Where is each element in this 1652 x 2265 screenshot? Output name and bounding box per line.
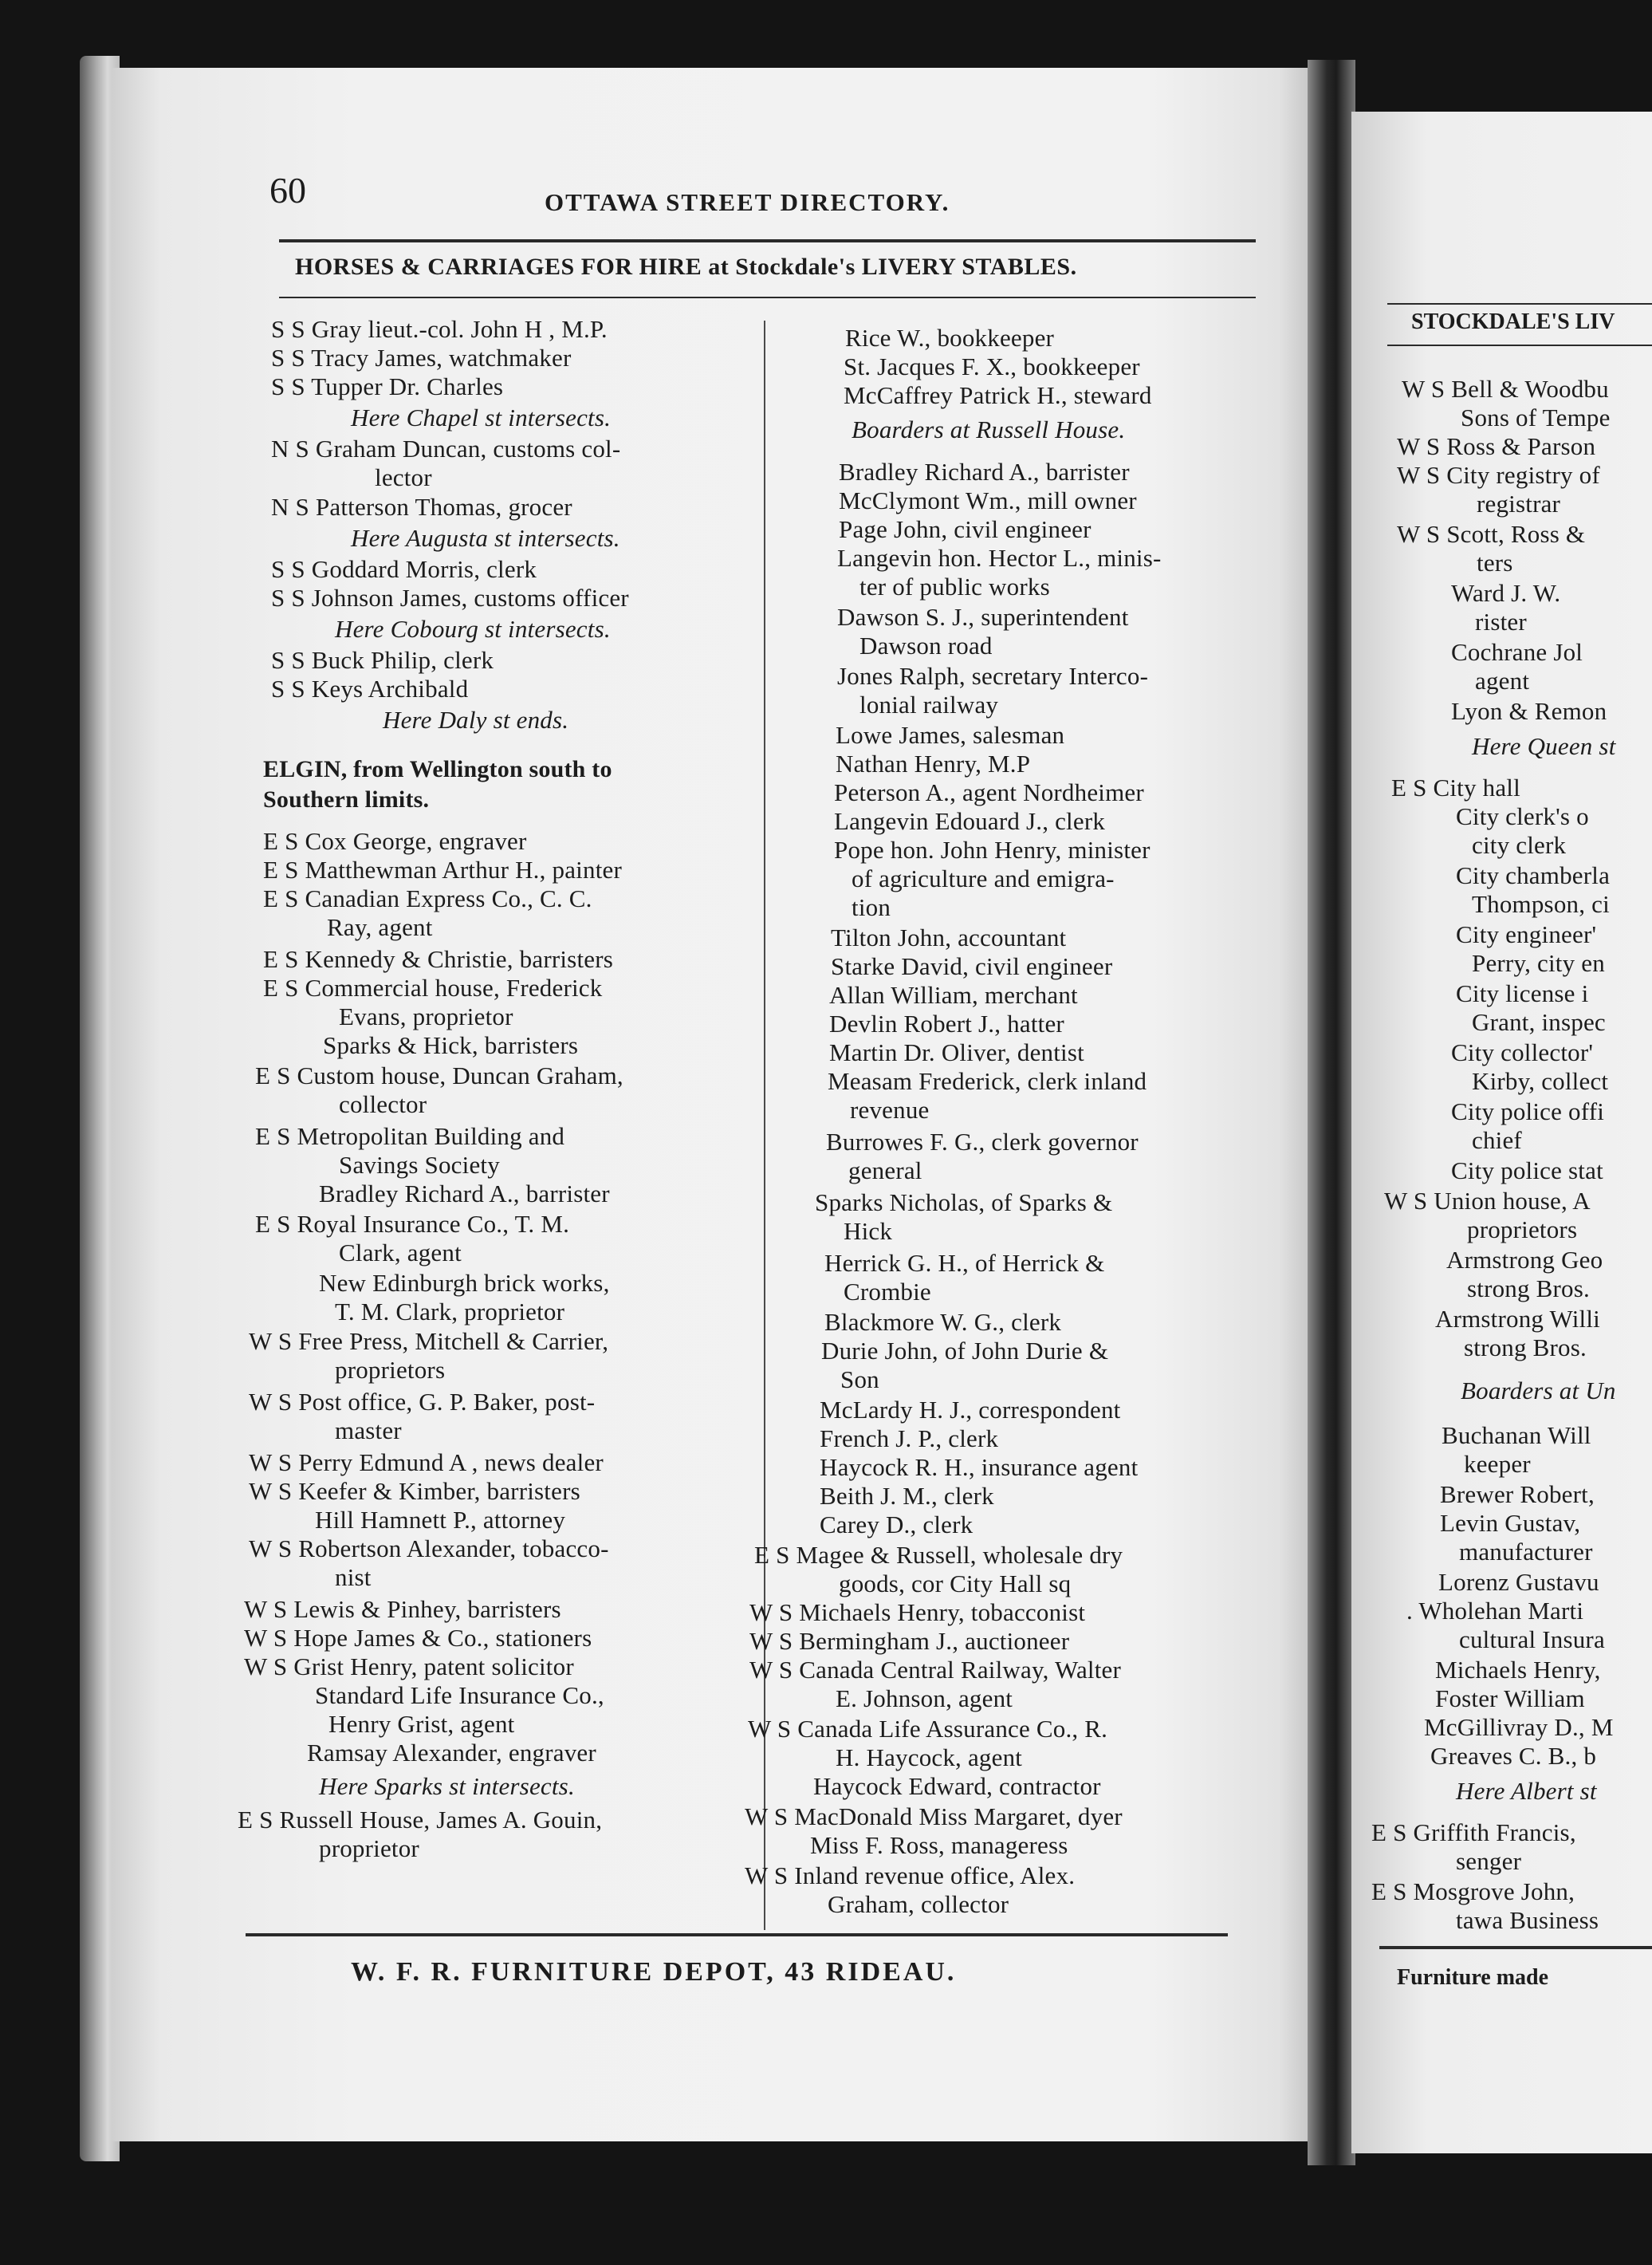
entry: New Edinburgh brick works, [319, 1269, 610, 1297]
entry-continuation: Dawson road [859, 632, 993, 660]
entry: S S Tupper Dr. Charles [271, 372, 504, 400]
running-head: OTTAWA STREET DIRECTORY. [545, 188, 950, 216]
entry: E S Custom house, Duncan Graham, [255, 1062, 623, 1089]
entry: Blackmore W. G., clerk [824, 1308, 1062, 1336]
entry: Starke David, civil engineer [831, 952, 1113, 980]
entry: Langevin Edouard J., clerk [834, 807, 1106, 835]
entry: City police stat [1451, 1156, 1603, 1184]
entry: W S Inland revenue office, Alex. [745, 1861, 1076, 1889]
street-heading: Southern limits. [263, 786, 430, 813]
intersection-note: Here Daly st ends. [383, 706, 569, 734]
entry: City clerk's o [1456, 802, 1589, 830]
intersection-note: Here Albert st [1456, 1777, 1597, 1805]
entry: W S Grist Henry, patent solicitor [244, 1652, 574, 1680]
right-footer-rule [1379, 1946, 1652, 1949]
entry: Miss F. Ross, manageress [810, 1831, 1068, 1859]
entry: Armstrong Geo [1446, 1246, 1603, 1274]
entry-continuation: Savings Society [339, 1151, 500, 1179]
entry: Haycock Edward, contractor [813, 1772, 1101, 1800]
entry: St. Jacques F. X., bookkeeper [844, 353, 1140, 380]
book-gutter [1308, 60, 1355, 2165]
entry-continuation: manufacturer [1459, 1538, 1593, 1566]
boarders-heading: Boarders at Un [1461, 1377, 1616, 1404]
entry: S S Buck Philip, clerk [271, 646, 494, 674]
entry: E S Griffith Francis, [1371, 1818, 1576, 1846]
entry: E S Commercial house, Frederick [263, 974, 603, 1002]
entry: W S Michaels Henry, tobacconist [749, 1598, 1086, 1626]
entry: Foster William [1435, 1684, 1585, 1712]
entry: W S Robertson Alexander, tobacco- [249, 1534, 609, 1562]
entry-continuation: Crombie [844, 1278, 931, 1306]
entry-continuation: Hick [844, 1217, 893, 1245]
entry: Measam Frederick, clerk inland [828, 1067, 1147, 1095]
entry: Sparks & Hick, barristers [323, 1031, 579, 1059]
entry-continuation: registrar [1477, 490, 1561, 518]
entry-continuation: H. Haycock, agent [836, 1743, 1023, 1771]
entry-continuation: revenue [850, 1096, 930, 1124]
entry: McClymont Wm., mill owner [839, 486, 1137, 514]
entry: W S Keefer & Kimber, barristers [249, 1477, 580, 1505]
entry-continuation: proprietors [1467, 1215, 1578, 1243]
entry: E S Metropolitan Building and [255, 1122, 565, 1150]
page-number: 60 [269, 170, 306, 211]
column-divider [764, 321, 765, 1930]
entry: S S Gray lieut.-col. John H , M.P. [271, 315, 608, 343]
entry-continuation: Henry Grist, agent [328, 1710, 515, 1738]
entry: Bradley Richard A., barrister [319, 1180, 610, 1207]
entry-continuation: collector [339, 1090, 427, 1118]
entry: E S Matthewman Arthur H., painter [263, 856, 622, 884]
entry-continuation: strong Bros. [1464, 1333, 1587, 1361]
entry-continuation: Grant, inspec [1472, 1008, 1606, 1036]
entry: Lowe James, salesman [836, 721, 1065, 749]
entry: E S Cox George, engraver [263, 827, 527, 855]
footer-rule [246, 1933, 1228, 1936]
entry: Cochrane Jol [1451, 638, 1583, 666]
footer-advertisement: W. F. R. FURNITURE DEPOT, 43 RIDEAU. [351, 1957, 957, 1987]
entry: W S Canada Life Assurance Co., R. [748, 1715, 1108, 1743]
entry-continuation: rister [1475, 608, 1527, 636]
entry: Standard Life Insurance Co., [315, 1681, 604, 1709]
entry: W S Post office, G. P. Baker, post- [249, 1388, 596, 1416]
entry-continuation: Graham, collector [828, 1890, 1009, 1918]
entry: W S Lewis & Pinhey, barristers [244, 1595, 561, 1623]
entry-continuation: of agriculture and emigra- [852, 865, 1115, 892]
entry: Herrick G. H., of Herrick & [824, 1249, 1105, 1277]
entry: City chamberla [1456, 861, 1611, 889]
entry: E S Magee & Russell, wholesale dry [754, 1541, 1123, 1569]
entry: Levin Gustav, [1440, 1509, 1581, 1537]
entry: S S Keys Archibald [271, 675, 469, 703]
intersection-note: Here Augusta st intersects. [351, 524, 620, 552]
entry: Greaves C. B., b [1430, 1742, 1597, 1770]
entry: Devlin Robert J., hatter [829, 1010, 1064, 1038]
entry: Peterson A., agent Nordheimer [834, 778, 1144, 806]
entry-continuation: agent [1475, 667, 1530, 695]
entry: Sparks Nicholas, of Sparks & [815, 1188, 1113, 1216]
entry-continuation: cultural Insura [1459, 1625, 1605, 1653]
intersection-note: Here Cobourg st intersects. [335, 615, 611, 643]
entry: Michaels Henry, [1435, 1656, 1601, 1684]
entry: E S Mosgrove John, [1371, 1877, 1575, 1905]
entry-continuation: lector [375, 463, 432, 491]
header-rule [279, 239, 1256, 242]
entry-continuation: city clerk [1472, 831, 1567, 859]
boarders-heading: Boarders at Russell House. [852, 416, 1126, 443]
entry: W S MacDonald Miss Margaret, dyer [745, 1802, 1123, 1830]
entry: W S Free Press, Mitchell & Carrier, [249, 1327, 609, 1355]
advertising-banner: HORSES & CARRIAGES FOR HIRE at Stockdale's LIVERY STABLES. [295, 254, 1077, 280]
entry: City collector' [1451, 1038, 1594, 1066]
entry: W S Ross & Parson [1397, 432, 1596, 460]
entry: City police offi [1451, 1097, 1605, 1125]
entry: Nathan Henry, M.P [836, 750, 1031, 778]
entry: W S Canada Central Railway, Walter [749, 1656, 1122, 1684]
entry: City engineer' [1456, 920, 1597, 948]
entry-continuation: tion [852, 893, 891, 921]
intersection-note: Here Chapel st intersects. [351, 404, 612, 431]
right-banner-rule [1387, 345, 1652, 346]
entry: E S Kennedy & Christie, barristers [263, 945, 613, 973]
intersection-note: Here Queen st [1472, 732, 1616, 760]
entry: Rice W., bookkeeper [845, 324, 1055, 352]
entry: W S Union house, A [1384, 1187, 1591, 1215]
entry: . Wholehan Marti [1406, 1597, 1584, 1625]
entry-continuation: proprietor [319, 1834, 419, 1862]
entry: E S City hall [1391, 774, 1520, 802]
right-footer-advertisement: Furniture made [1397, 1965, 1549, 1990]
entry-continuation: tawa Business [1456, 1906, 1599, 1934]
entry: Page John, civil engineer [839, 515, 1092, 543]
entry: Carey D., clerk [820, 1511, 974, 1538]
intersection-note: Here Sparks st intersects. [319, 1772, 575, 1800]
entry: McCaffrey Patrick H., steward [844, 381, 1152, 409]
entry: S S Goddard Morris, clerk [271, 555, 537, 583]
entry: Ramsay Alexander, engraver [307, 1739, 596, 1767]
street-heading: ELGIN, from Wellington south to [263, 756, 612, 782]
entry: S S Tracy James, watchmaker [271, 344, 572, 372]
entry-continuation: proprietors [335, 1356, 446, 1384]
entry: W S Bermingham J., auctioneer [749, 1627, 1070, 1655]
entry-continuation: goods, cor City Hall sq [839, 1570, 1072, 1597]
entry: E S Royal Insurance Co., T. M. [255, 1210, 570, 1238]
entry: Lorenz Gustavu [1438, 1568, 1599, 1596]
entry: Beith J. M., clerk [820, 1482, 994, 1510]
entry: Haycock R. H., insurance agent [820, 1453, 1139, 1481]
entry: Ward J. W. [1451, 579, 1561, 607]
entry: W S Scott, Ross & [1397, 520, 1586, 548]
right-page-running-head: STOCKDALE'S LIV [1411, 309, 1615, 334]
entry-continuation: E. Johnson, agent [836, 1684, 1013, 1712]
entry-continuation: lonial railway [859, 691, 999, 719]
entry-continuation: keeper [1464, 1450, 1531, 1478]
entry-continuation: senger [1456, 1847, 1522, 1875]
entry-continuation: Perry, city en [1472, 949, 1605, 977]
entry: Durie John, of John Durie & [821, 1337, 1109, 1365]
entry: Armstrong Willi [1435, 1305, 1600, 1333]
entry: Brewer Robert, [1440, 1480, 1595, 1508]
entry-continuation: Evans, proprietor [339, 1003, 513, 1030]
entry: Langevin hon. Hector L., minis- [837, 544, 1162, 572]
entry: Burrowes F. G., clerk governor [826, 1128, 1139, 1156]
entry-continuation: strong Bros. [1467, 1274, 1590, 1302]
entry: Tilton John, accountant [831, 924, 1067, 951]
entry-continuation: Sons of Tempe [1461, 404, 1611, 431]
entry-continuation: Ray, agent [327, 913, 433, 941]
entry: Hill Hamnett P., attorney [315, 1506, 566, 1534]
banner-rule [279, 297, 1256, 298]
entry-continuation: nist [335, 1563, 372, 1591]
entry-continuation: Son [840, 1365, 879, 1393]
entry: W S Bell & Woodbu [1402, 375, 1609, 403]
entry: City license i [1456, 979, 1589, 1007]
entry: Lyon & Remon [1451, 697, 1607, 725]
entry-continuation: master [335, 1416, 402, 1444]
entry-continuation: ters [1477, 549, 1513, 577]
entry: W S Hope James & Co., stationers [244, 1624, 592, 1652]
entry-continuation: ter of public works [859, 573, 1050, 601]
entry: French J. P., clerk [820, 1424, 999, 1452]
entry: E S Russell House, James A. Gouin, [238, 1806, 603, 1834]
entry-continuation: Thompson, ci [1472, 890, 1610, 918]
entry: W S Perry Edmund A , news dealer [249, 1448, 604, 1476]
entry: Allan William, merchant [829, 981, 1078, 1009]
entry-continuation: chief [1472, 1126, 1522, 1154]
entry: Pope hon. John Henry, minister [834, 836, 1150, 864]
entry: Bradley Richard A., barrister [839, 458, 1130, 486]
entry: E S Canadian Express Co., C. C. [263, 884, 592, 912]
entry: N S Patterson Thomas, grocer [271, 493, 572, 521]
entry-continuation: Clark, agent [339, 1239, 462, 1266]
entry: N S Graham Duncan, customs col- [271, 435, 621, 463]
entry: W S City registry of [1397, 461, 1600, 489]
entry: Martin Dr. Oliver, dentist [829, 1038, 1084, 1066]
entry: Jones Ralph, secretary Interco- [837, 662, 1149, 690]
entry-continuation: general [848, 1156, 922, 1184]
entry: Dawson S. J., superintendent [837, 603, 1129, 631]
entry-continuation: Kirby, collect [1472, 1067, 1609, 1095]
entry: McLardy H. J., correspondent [820, 1396, 1121, 1424]
entry: McGillivray D., M [1424, 1713, 1614, 1741]
entry: S S Johnson James, customs officer [271, 584, 629, 612]
entry: Buchanan Will [1442, 1421, 1591, 1449]
right-header-rule [1387, 303, 1652, 305]
entry-continuation: T. M. Clark, proprietor [335, 1298, 565, 1326]
